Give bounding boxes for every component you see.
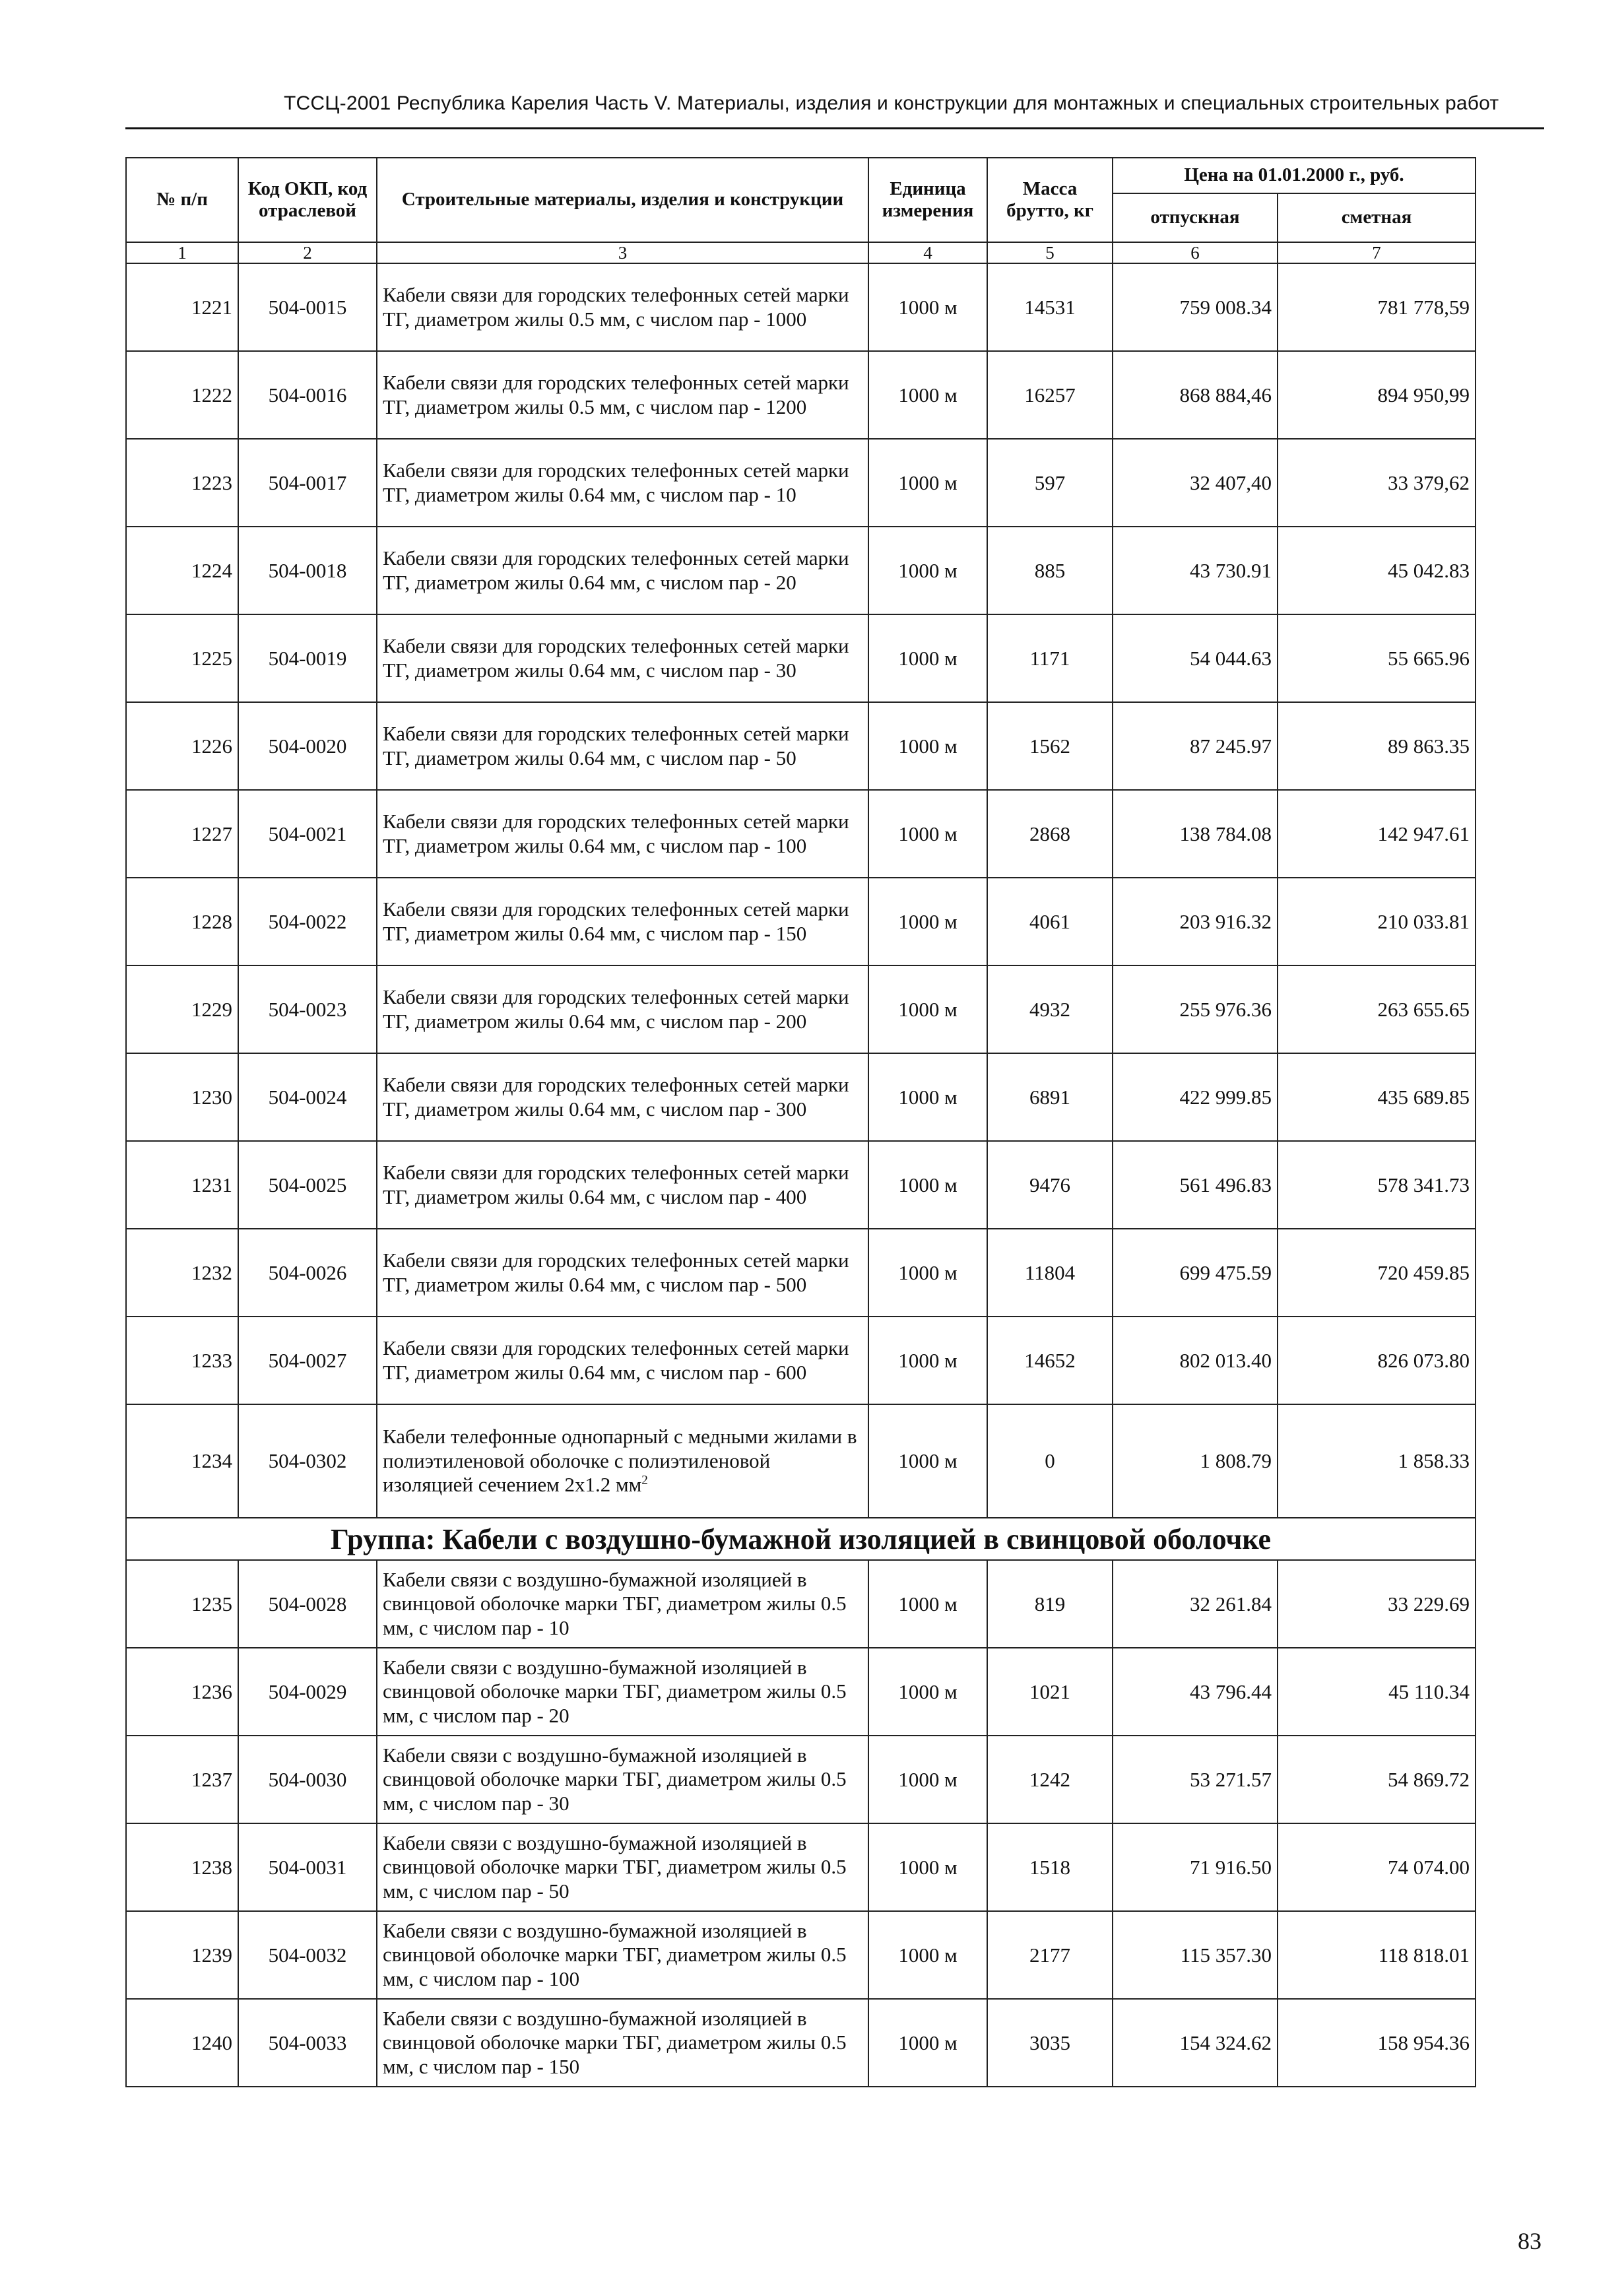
row-description: Кабели связи для городских телефонных сетей марки ТГ, диаметром жилы 0.64 мм, с числом пар - 200	[377, 965, 868, 1053]
row-unit: 1000 м	[868, 1999, 987, 2087]
row-price-release: 32 261.84	[1113, 1560, 1278, 1648]
row-mass: 819	[987, 1560, 1113, 1648]
row-price-estimate: 74 074.00	[1278, 1823, 1476, 1911]
row-price-release: 759 008.34	[1113, 263, 1278, 351]
row-price-estimate: 578 341.73	[1278, 1141, 1476, 1229]
row-price-release: 87 245.97	[1113, 702, 1278, 790]
row-code: 504-0018	[238, 527, 377, 614]
table-row	[126, 527, 1476, 614]
row-price-estimate: 210 033.81	[1278, 878, 1476, 965]
row-price-release: 802 013.40	[1113, 1317, 1278, 1404]
row-description: Кабели связи с воздушно-бумажной изоляцией в свинцовой оболочке марки ТБГ, диаметром жилы 0.5 мм, с числом пар - 150	[377, 1999, 868, 2087]
row-price-release: 43 796.44	[1113, 1648, 1278, 1736]
row-mass: 4932	[987, 965, 1113, 1053]
row-mass: 885	[987, 527, 1113, 614]
table-row	[126, 965, 1476, 1053]
row-unit: 1000 м	[868, 1141, 987, 1229]
table-row	[126, 614, 1476, 702]
row-unit: 1000 м	[868, 878, 987, 965]
row-code: 504-0019	[238, 614, 377, 702]
col-header-mass: Масса брутто, кг	[987, 158, 1113, 242]
row-number: 1225	[126, 614, 238, 702]
table-row	[126, 1229, 1476, 1317]
row-code: 504-0025	[238, 1141, 377, 1229]
row-price-release: 71 916.50	[1113, 1823, 1278, 1911]
row-description: Кабели связи с воздушно-бумажной изоляцией в свинцовой оболочке марки ТБГ, диаметром жилы 0.5 мм, с числом пар - 50	[377, 1823, 868, 1911]
group-row	[126, 1518, 1476, 1560]
col-header-unit: Единица измерения	[868, 158, 987, 242]
row-price-release: 32 407,40	[1113, 439, 1278, 527]
column-number: 4	[868, 242, 987, 263]
column-number: 6	[1113, 242, 1278, 263]
row-number: 1235	[126, 1560, 238, 1648]
row-code: 504-0032	[238, 1911, 377, 1999]
row-code: 504-0028	[238, 1560, 377, 1648]
row-price-release: 255 976.36	[1113, 965, 1278, 1053]
row-description: Кабели связи для городских телефонных сетей марки ТГ, диаметром жилы 0.64 мм, с числом пар - 20	[377, 527, 868, 614]
row-price-estimate: 45 110.34	[1278, 1648, 1476, 1736]
row-code: 504-0033	[238, 1999, 377, 2087]
row-price-estimate: 45 042.83	[1278, 527, 1476, 614]
row-description-text: Кабели телефонные однопарный с медными жилами в полиэтиленовой оболочке с полиэтиленовой изоляцией сечением 2x1.2 мм	[383, 1425, 857, 1497]
table-row	[126, 1141, 1476, 1229]
row-code: 504-0020	[238, 702, 377, 790]
row-code: 504-0031	[238, 1823, 377, 1911]
row-description: Кабели связи с воздушно-бумажной изоляцией в свинцовой оболочке марки ТБГ, диаметром жилы 0.5 мм, с числом пар - 100	[377, 1911, 868, 1999]
row-mass: 1171	[987, 614, 1113, 702]
table-row	[126, 1999, 1476, 2087]
row-price-estimate: 33 229.69	[1278, 1560, 1476, 1648]
col-header-price-estimate: сметная	[1278, 193, 1476, 242]
row-unit: 1000 м	[868, 614, 987, 702]
row-number: 1239	[126, 1911, 238, 1999]
row-price-release: 699 475.59	[1113, 1229, 1278, 1317]
row-description: Кабели связи для городских телефонных сетей марки ТГ, диаметром жилы 0.64 мм, с числом пар - 400	[377, 1141, 868, 1229]
table-row	[126, 1404, 1476, 1518]
row-description: Кабели связи для городских телефонных сетей марки ТГ, диаметром жилы 0.64 мм, с числом пар - 600	[377, 1317, 868, 1404]
row-price-estimate: 33 379,62	[1278, 439, 1476, 527]
column-number: 5	[987, 242, 1113, 263]
row-unit: 1000 м	[868, 1404, 987, 1518]
table-row	[126, 1823, 1476, 1911]
price-table	[125, 157, 1476, 2087]
row-description: Кабели связи для городских телефонных сетей марки ТГ, диаметром жилы 0.5 мм, с числом пар - 1200	[377, 351, 868, 439]
table-row	[126, 1560, 1476, 1648]
row-unit: 1000 м	[868, 263, 987, 351]
row-mass: 1242	[987, 1736, 1113, 1823]
row-mass: 597	[987, 439, 1113, 527]
row-price-release: 115 357.30	[1113, 1911, 1278, 1999]
row-unit: 1000 м	[868, 1911, 987, 1999]
row-unit: 1000 м	[868, 1560, 987, 1648]
row-price-release: 203 916.32	[1113, 878, 1278, 965]
header-rule	[125, 127, 1544, 129]
table-header-row	[126, 158, 1476, 193]
row-unit: 1000 м	[868, 1736, 987, 1823]
table-row	[126, 351, 1476, 439]
row-price-estimate: 1 858.33	[1278, 1404, 1476, 1518]
table-row	[126, 1648, 1476, 1736]
row-mass: 14531	[987, 263, 1113, 351]
row-unit: 1000 м	[868, 1823, 987, 1911]
col-header-name: Строительные материалы, изделия и конструкции	[377, 158, 868, 242]
column-number: 7	[1278, 242, 1476, 263]
row-price-estimate: 158 954.36	[1278, 1999, 1476, 2087]
row-price-release: 561 496.83	[1113, 1141, 1278, 1229]
row-code: 504-0023	[238, 965, 377, 1053]
row-number: 1227	[126, 790, 238, 878]
row-mass: 0	[987, 1404, 1113, 1518]
row-number: 1234	[126, 1404, 238, 1518]
row-description: Кабели связи для городских телефонных сетей марки ТГ, диаметром жилы 0.64 мм, с числом пар - 50	[377, 702, 868, 790]
row-number: 1223	[126, 439, 238, 527]
col-header-price-release: отпускная	[1113, 193, 1278, 242]
row-price-estimate: 720 459.85	[1278, 1229, 1476, 1317]
row-description: Кабели связи с воздушно-бумажной изоляцией в свинцовой оболочке марки ТБГ, диаметром жилы 0.5 мм, с числом пар - 30	[377, 1736, 868, 1823]
row-number: 1221	[126, 263, 238, 351]
row-mass: 2868	[987, 790, 1113, 878]
row-description: Кабели связи для городских телефонных сетей марки ТГ, диаметром жилы 0.64 мм, с числом пар - 150	[377, 878, 868, 965]
table-row	[126, 790, 1476, 878]
row-mass: 4061	[987, 878, 1113, 965]
column-number: 3	[377, 242, 868, 263]
row-price-release: 154 324.62	[1113, 1999, 1278, 2087]
row-description	[377, 1404, 868, 1518]
col-header-price-group: Цена на 01.01.2000 г., руб.	[1113, 158, 1476, 193]
table-row	[126, 878, 1476, 965]
row-unit: 1000 м	[868, 527, 987, 614]
row-mass: 1021	[987, 1648, 1113, 1736]
row-price-release: 53 271.57	[1113, 1736, 1278, 1823]
row-code: 504-0017	[238, 439, 377, 527]
row-description: Кабели связи для городских телефонных сетей марки ТГ, диаметром жилы 0.64 мм, с числом пар - 30	[377, 614, 868, 702]
row-price-estimate: 142 947.61	[1278, 790, 1476, 878]
row-description: Кабели связи с воздушно-бумажной изоляцией в свинцовой оболочке марки ТБГ, диаметром жилы 0.5 мм, с числом пар - 20	[377, 1648, 868, 1736]
row-code: 504-0302	[238, 1404, 377, 1518]
col-header-code: Код ОКП, код отраслевой	[238, 158, 377, 242]
row-code: 504-0022	[238, 878, 377, 965]
table-row	[126, 263, 1476, 351]
table-row	[126, 1053, 1476, 1141]
row-code: 504-0026	[238, 1229, 377, 1317]
row-price-estimate: 89 863.35	[1278, 702, 1476, 790]
row-code: 504-0029	[238, 1648, 377, 1736]
row-mass: 1562	[987, 702, 1113, 790]
row-unit: 1000 м	[868, 702, 987, 790]
row-price-estimate: 263 655.65	[1278, 965, 1476, 1053]
row-price-estimate: 118 818.01	[1278, 1911, 1476, 1999]
row-description: Кабели связи для городских телефонных сетей марки ТГ, диаметром жилы 0.64 мм, с числом пар - 300	[377, 1053, 868, 1141]
row-number: 1238	[126, 1823, 238, 1911]
row-code: 504-0015	[238, 263, 377, 351]
row-number: 1228	[126, 878, 238, 965]
row-price-estimate: 826 073.80	[1278, 1317, 1476, 1404]
row-number: 1240	[126, 1999, 238, 2087]
row-price-estimate: 435 689.85	[1278, 1053, 1476, 1141]
column-number: 1	[126, 242, 238, 263]
row-number: 1230	[126, 1053, 238, 1141]
row-mass: 9476	[987, 1141, 1113, 1229]
row-unit: 1000 м	[868, 790, 987, 878]
row-price-estimate: 54 869.72	[1278, 1736, 1476, 1823]
row-description: Кабели связи для городских телефонных сетей марки ТГ, диаметром жилы 0.64 мм, с числом пар - 100	[377, 790, 868, 878]
column-number-row	[126, 242, 1476, 263]
row-price-release: 54 044.63	[1113, 614, 1278, 702]
row-number: 1226	[126, 702, 238, 790]
row-price-release: 422 999.85	[1113, 1053, 1278, 1141]
table-row	[126, 439, 1476, 527]
row-price-release: 138 784.08	[1113, 790, 1278, 878]
row-mass: 3035	[987, 1999, 1113, 2087]
row-number: 1231	[126, 1141, 238, 1229]
row-unit: 1000 м	[868, 351, 987, 439]
row-code: 504-0030	[238, 1736, 377, 1823]
col-header-num: № п/п	[126, 158, 238, 242]
column-number: 2	[238, 242, 377, 263]
row-price-estimate: 894 950,99	[1278, 351, 1476, 439]
row-number: 1232	[126, 1229, 238, 1317]
row-mass: 6891	[987, 1053, 1113, 1141]
row-number: 1233	[126, 1317, 238, 1404]
row-unit: 1000 м	[868, 439, 987, 527]
row-unit: 1000 м	[868, 1053, 987, 1141]
row-description: Кабели связи с воздушно-бумажной изоляцией в свинцовой оболочке марки ТБГ, диаметром жилы 0.5 мм, с числом пар - 10	[377, 1560, 868, 1648]
row-unit: 1000 м	[868, 1229, 987, 1317]
row-unit: 1000 м	[868, 1648, 987, 1736]
table-row	[126, 702, 1476, 790]
row-price-estimate: 55 665.96	[1278, 614, 1476, 702]
table-row	[126, 1317, 1476, 1404]
table-row	[126, 1911, 1476, 1999]
row-mass: 2177	[987, 1911, 1113, 1999]
row-number: 1229	[126, 965, 238, 1053]
row-price-estimate: 781 778,59	[1278, 263, 1476, 351]
row-number: 1222	[126, 351, 238, 439]
row-number: 1236	[126, 1648, 238, 1736]
row-code: 504-0027	[238, 1317, 377, 1404]
table-row	[126, 1736, 1476, 1823]
row-unit: 1000 м	[868, 1317, 987, 1404]
row-description: Кабели связи для городских телефонных сетей марки ТГ, диаметром жилы 0.64 мм, с числом пар - 500	[377, 1229, 868, 1317]
row-mass: 14652	[987, 1317, 1113, 1404]
row-mass: 11804	[987, 1229, 1113, 1317]
superscript-unit: 2	[641, 1473, 648, 1487]
row-price-release: 43 730.91	[1113, 527, 1278, 614]
row-price-release: 868 884,46	[1113, 351, 1278, 439]
row-price-release: 1 808.79	[1113, 1404, 1278, 1518]
row-unit: 1000 м	[868, 965, 987, 1053]
row-number: 1237	[126, 1736, 238, 1823]
running-header: ТССЦ-2001 Республика Карелия Часть V. Материалы, изделия и конструкции для монтажных и специальных строительных работ	[284, 92, 1499, 114]
row-description: Кабели связи для городских телефонных сетей марки ТГ, диаметром жилы 0.64 мм, с числом пар - 10	[377, 439, 868, 527]
group-title: Группа: Кабели с воздушно-бумажной изоляцией в свинцовой оболочке	[126, 1518, 1476, 1560]
row-mass: 16257	[987, 351, 1113, 439]
row-code: 504-0016	[238, 351, 377, 439]
row-code: 504-0021	[238, 790, 377, 878]
row-mass: 1518	[987, 1823, 1113, 1911]
row-number: 1224	[126, 527, 238, 614]
page-number: 83	[1518, 2228, 1542, 2254]
row-description: Кабели связи для городских телефонных сетей марки ТГ, диаметром жилы 0.5 мм, с числом пар - 1000	[377, 263, 868, 351]
row-code: 504-0024	[238, 1053, 377, 1141]
